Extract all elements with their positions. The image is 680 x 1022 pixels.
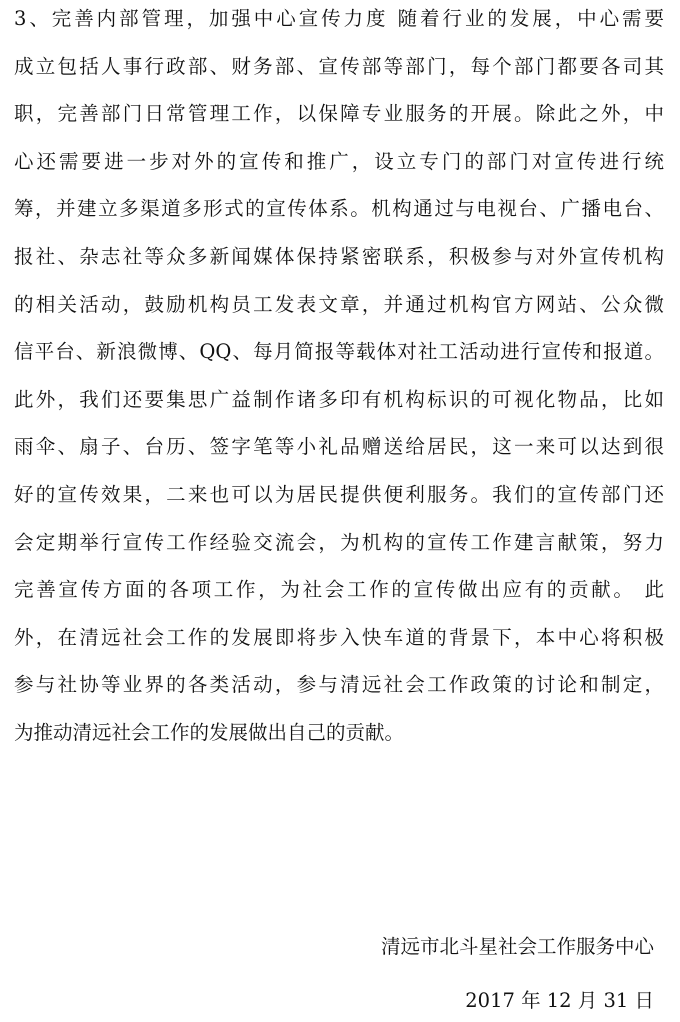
text-line-7: 的相关活动，鼓励机构员工发表文章，并通过机构官方网站、公众微 xyxy=(14,292,664,316)
body-paragraph xyxy=(14,2,664,764)
text-line-14: 外，在清远社会工作的发展即将步入快车道的背景下，本中心将积极 xyxy=(14,625,664,649)
text-line-13: 完善宣传方面的各项工作，为社会工作的宣传做出应有的贡献。 此 xyxy=(14,578,664,602)
text-line-16: 为推动清远社会工作的发展做出自己的贡献。 xyxy=(14,720,405,744)
text-line-1: 3、完善内部管理，加强中心宣传力度 随着行业的发展，中心需要 xyxy=(14,7,664,30)
organization-signature: 清远市北斗星社会工作服务中心 xyxy=(380,935,654,958)
text-line-9: 此外，我们还要集思广益制作诸多印有机构标识的可视化物品，比如 xyxy=(14,387,664,411)
text-line-11: 好的宣传效果，二来也可以为居民提供便利服务。我们的宣传部门还 xyxy=(14,482,664,506)
text-line-2: 成立包括人事行政部、财务部、宣传部等部门，每个部门都要各司其 xyxy=(14,54,664,78)
text-line-4: 心还需要进一步对外的宣传和推广，设立专门的部门对宣传进行统 xyxy=(14,149,664,173)
text-line-3: 职，完善部门日常管理工作，以保障专业服务的开展。除此之外，中 xyxy=(14,102,664,126)
text-line-8: 信平台、新浪微博、QQ、每月简报等载体对社工活动进行宣传和报道。 xyxy=(14,340,664,364)
text-line-12: 会定期举行宣传工作经验交流会，为机构的宣传工作建言献策，努力 xyxy=(14,530,664,554)
document-date: 2017 年 12 月 31 日 xyxy=(465,989,654,1012)
text-line-10: 雨伞、扇子、台历、签字笔等小礼品赠送给居民，这一来可以达到很 xyxy=(14,435,664,459)
text-line-6: 报社、杂志社等众多新闻媒体保持紧密联系，积极参与对外宣传机构 xyxy=(14,244,664,268)
text-line-15: 参与社协等业界的各类活动，参与清远社会工作政策的讨论和制定， xyxy=(14,673,664,697)
text-line-5: 筹，并建立多渠道多形式的宣传体系。机构通过与电视台、广播电台、 xyxy=(14,197,664,221)
